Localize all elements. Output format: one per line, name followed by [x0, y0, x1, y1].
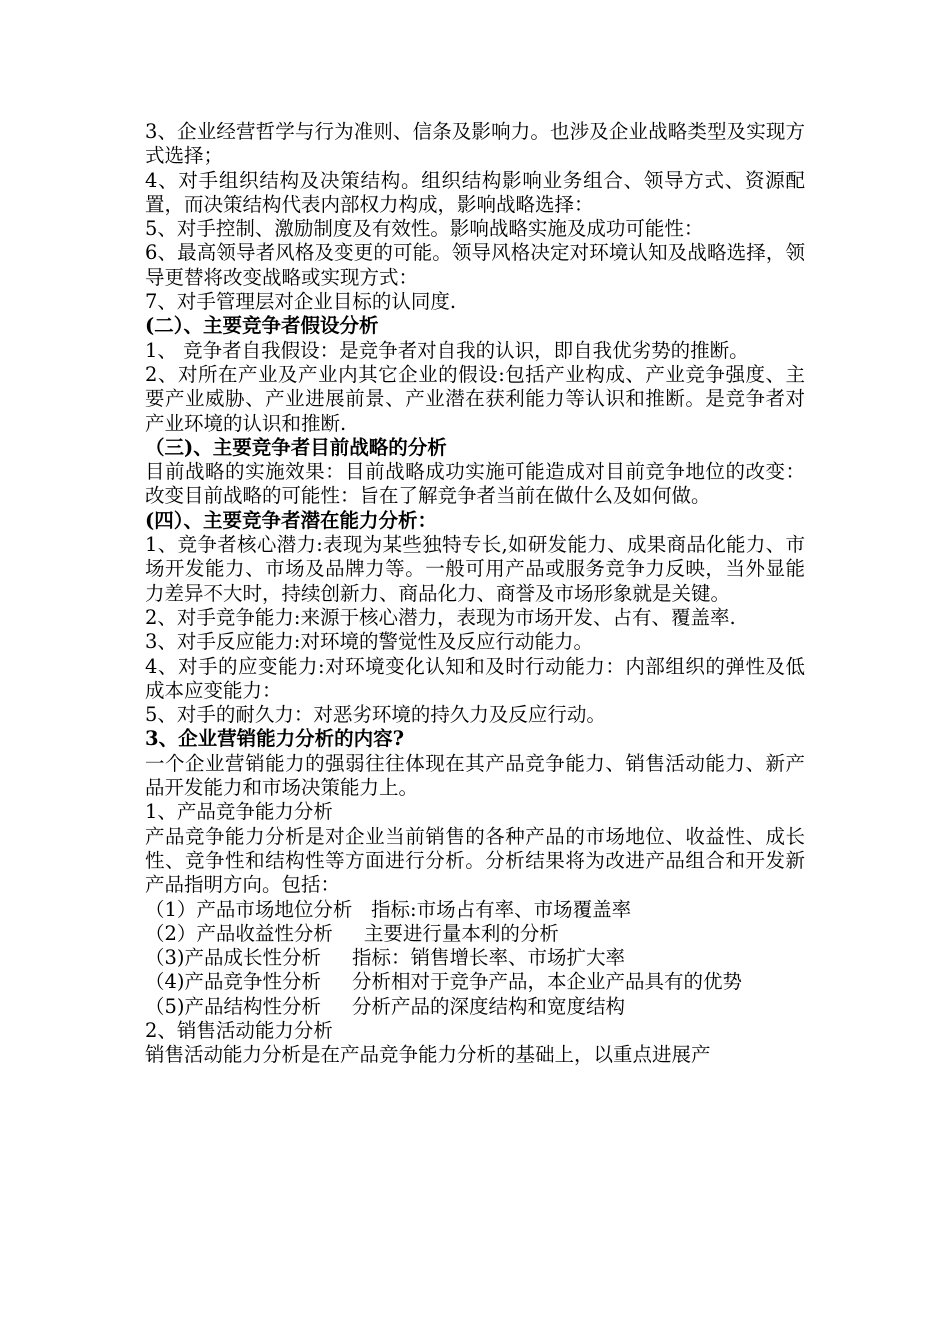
- paragraph: 5、对手控制、激励制度及有效性。影响战略实施及成功可能性：: [145, 217, 704, 241]
- subsection-title: 1、产品竞争能力分析: [145, 800, 333, 824]
- section-heading: 3、企业营销能力分析的内容?: [145, 727, 404, 751]
- paragraph: 2、对手竞争能力:来源于核心潜力，表现为市场开发、占有、覆盖率.: [145, 605, 736, 629]
- paragraph: 1、竞争者核心潜力:表现为某些独特专长,如研发能力、成果商品化能力、市场开发能力、市场及品牌力等。一般可用产品或服务竞争力反映，当外显能力差异不大时，持续创新力、商品化力、商誉及市场形象就是关键。: [145, 533, 805, 605]
- section-heading: （三)、主要竞争者目前战略的分析: [145, 435, 447, 459]
- paragraph: 一个企业营销能力的强弱往往体现在其产品竞争能力、销售活动能力、新产品开发能力和市场决策能力上。: [145, 751, 805, 800]
- paragraph: 1、 竞争者自我假设：是竞争者对自我的认识，即自我优劣势的推断。: [145, 338, 749, 362]
- document-body: [145, 120, 805, 1068]
- paragraph: 目前战略的实施效果：目前战略成功实施可能造成对目前竞争地位的改变：改变目前战略的可能性：旨在了解竞争者当前在做什么及如何做。: [145, 460, 805, 508]
- paragraph: 3、企业经营哲学与行为准则、信条及影响力。也涉及企业战略类型及实现方式选择；: [145, 120, 805, 168]
- list-item: （1）产品市场地位分析 指标:市场占有率、市场覆盖率: [145, 897, 632, 921]
- list-item: （2）产品收益性分析 主要进行量本利的分析: [145, 921, 559, 945]
- section-heading: (二）、主要竞争者假设分析: [145, 314, 379, 338]
- paragraph: 7、对手管理层对企业目标的认同度.: [145, 290, 457, 314]
- paragraph: 4、对手的应变能力:对环境变化认知和及时行动能力：内部组织的弹性及低成本应变能力：: [145, 654, 805, 702]
- section-heading: (四）、主要竞争者潜在能力分析：: [145, 508, 437, 532]
- paragraph: 产品竞争能力分析是对企业当前销售的各种产品的市场地位、收益性、成长性、竞争性和结构性等方面进行分析。分析结果将为改进产品组合和开发新产品指明方向。包括：: [145, 824, 805, 897]
- subsection-title: 2、销售活动能力分析: [145, 1018, 333, 1042]
- list-item: （3)产品成长性分析 指标：销售增长率、市场扩大率: [145, 946, 626, 970]
- paragraph: 6、最高领导者风格及变更的可能。领导风格决定对环境认知及战略选择，领导更替将改变战略或实现方式：: [145, 241, 805, 289]
- paragraph: 3、对手反应能力:对环境的警觉性及反应行动能力。: [145, 630, 593, 654]
- paragraph: 销售活动能力分析是在产品竞争能力分析的基础上，以重点进展产: [145, 1043, 711, 1067]
- paragraph: 2、对所在产业及产业内其它企业的假设:包括产业构成、产业竞争强度、主要产业威胁、产业进展前景、产业潜在获利能力等认识和推断。是竞争者对产业环境的认识和推断.: [145, 362, 805, 435]
- list-item: （5)产品结构性分析 分析产品的深度结构和宽度结构: [145, 994, 626, 1018]
- paragraph: 5、对手的耐久力：对恶劣环境的持久力及反应行动。: [145, 703, 606, 727]
- paragraph: 4、对手组织结构及决策结构。组织结构影响业务组合、领导方式、资源配置，而决策结构代表内部权力构成，影响战略选择：: [145, 168, 805, 216]
- list-item: （4)产品竞争性分析 分析相对于竞争产品，本企业产品具有的优势: [145, 970, 743, 994]
